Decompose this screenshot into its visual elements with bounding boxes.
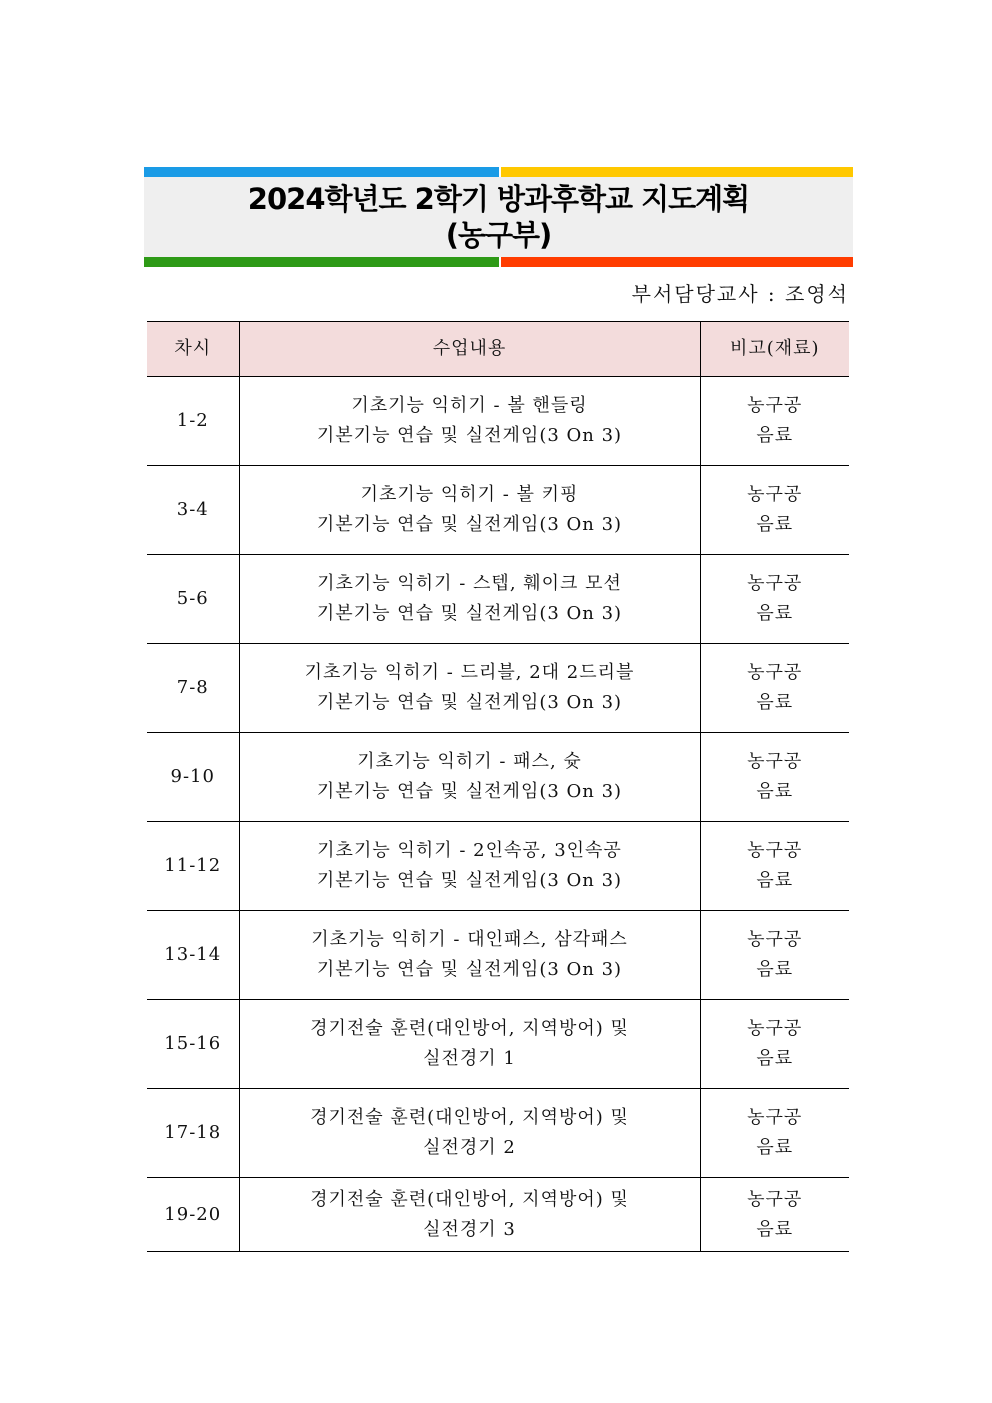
content-line: 기초기능 익히기 - 스텝, 훼이크 모션 bbox=[317, 573, 622, 594]
session-cell: 11-12 bbox=[147, 822, 239, 911]
header-session: 차시 bbox=[147, 322, 239, 377]
table-row bbox=[147, 911, 849, 1000]
note-cell bbox=[700, 1000, 849, 1089]
note-line: 음료 bbox=[756, 959, 794, 980]
title-line-2: (농구부) bbox=[445, 218, 552, 252]
content-line: 기본기능 연습 및 실전게임(3 On 3) bbox=[316, 692, 623, 713]
table-header-row bbox=[147, 322, 849, 377]
note-cell bbox=[700, 822, 849, 911]
header-content: 수업내용 bbox=[239, 322, 700, 377]
note-line: 음료 bbox=[756, 781, 794, 802]
content-cell bbox=[239, 555, 700, 644]
teacher-label: 부서담당교사 : 조영석 bbox=[631, 282, 849, 306]
note-line: 음료 bbox=[756, 425, 794, 446]
lesson-plan-table bbox=[147, 321, 849, 1252]
content-line: 기초기능 익히기 - 볼 키핑 bbox=[360, 484, 579, 505]
content-line: 기초기능 익히기 - 드리블, 2대 2드리블 bbox=[304, 662, 635, 683]
note-line: 음료 bbox=[756, 692, 794, 713]
note-line: 농구공 bbox=[747, 751, 803, 772]
note-cell bbox=[700, 377, 849, 466]
content-line: 기본기능 연습 및 실전게임(3 On 3) bbox=[316, 959, 623, 980]
note-line: 음료 bbox=[756, 1137, 794, 1158]
title-banner bbox=[144, 167, 853, 267]
content-cell bbox=[239, 466, 700, 555]
session-cell: 5-6 bbox=[147, 555, 239, 644]
note-line: 농구공 bbox=[747, 662, 803, 683]
session-cell: 7-8 bbox=[147, 644, 239, 733]
table-row bbox=[147, 733, 849, 822]
note-cell bbox=[700, 1178, 849, 1252]
title-bar-bottom-right bbox=[501, 257, 853, 267]
table-row bbox=[147, 822, 849, 911]
content-line: 기본기능 연습 및 실전게임(3 On 3) bbox=[316, 603, 623, 624]
document-title bbox=[144, 177, 853, 257]
session-cell: 19-20 bbox=[147, 1178, 239, 1252]
content-line: 기본기능 연습 및 실전게임(3 On 3) bbox=[316, 514, 623, 535]
note-cell bbox=[700, 466, 849, 555]
content-cell bbox=[239, 377, 700, 466]
content-line: 기본기능 연습 및 실전게임(3 On 3) bbox=[316, 870, 623, 891]
content-cell bbox=[239, 822, 700, 911]
note-cell bbox=[700, 1089, 849, 1178]
note-line: 농구공 bbox=[747, 395, 803, 416]
title-bar-bottom-left bbox=[144, 257, 499, 267]
content-line: 경기전술 훈련(대인방어, 지역방어) 및 bbox=[310, 1188, 629, 1210]
content-line: 실전경기 1 bbox=[423, 1048, 516, 1069]
note-line: 음료 bbox=[756, 870, 794, 891]
table-row bbox=[147, 555, 849, 644]
table-row bbox=[147, 466, 849, 555]
content-line: 경기전술 훈련(대인방어, 지역방어) 및 bbox=[310, 1018, 629, 1039]
table-row bbox=[147, 1089, 849, 1178]
header-note: 비고(재료) bbox=[700, 322, 849, 377]
table-row bbox=[147, 377, 849, 466]
session-cell: 15-16 bbox=[147, 1000, 239, 1089]
title-bar-top-right bbox=[501, 167, 853, 177]
content-line: 경기전술 훈련(대인방어, 지역방어) 및 bbox=[310, 1107, 629, 1128]
table-row bbox=[147, 644, 849, 733]
content-cell bbox=[239, 733, 700, 822]
note-cell bbox=[700, 555, 849, 644]
session-cell: 13-14 bbox=[147, 911, 239, 1000]
note-line: 음료 bbox=[756, 603, 794, 624]
content-cell bbox=[239, 1178, 700, 1252]
note-line: 음료 bbox=[756, 1218, 794, 1240]
content-line: 실전경기 2 bbox=[423, 1137, 516, 1158]
content-line: 기본기능 연습 및 실전게임(3 On 3) bbox=[316, 781, 623, 802]
content-line: 기초기능 익히기 - 볼 핸들링 bbox=[351, 395, 588, 416]
session-cell: 9-10 bbox=[147, 733, 239, 822]
session-cell: 3-4 bbox=[147, 466, 239, 555]
content-cell bbox=[239, 644, 700, 733]
note-line: 농구공 bbox=[747, 484, 803, 505]
content-cell bbox=[239, 1000, 700, 1089]
session-cell: 17-18 bbox=[147, 1089, 239, 1178]
title-bar-top-left bbox=[144, 167, 499, 177]
table-row bbox=[147, 1178, 849, 1252]
note-line: 농구공 bbox=[747, 840, 803, 861]
note-cell bbox=[700, 733, 849, 822]
note-cell bbox=[700, 911, 849, 1000]
content-line: 기본기능 연습 및 실전게임(3 On 3) bbox=[316, 425, 623, 446]
content-line: 기초기능 익히기 - 2인속공, 3인속공 bbox=[317, 840, 622, 861]
content-line: 실전경기 3 bbox=[423, 1218, 516, 1240]
content-cell bbox=[239, 911, 700, 1000]
note-line: 음료 bbox=[756, 1048, 794, 1069]
note-line: 농구공 bbox=[747, 1018, 803, 1039]
table-row bbox=[147, 1000, 849, 1089]
title-line-1: 2024학년도 2학기 방과후학교 지도계획 bbox=[247, 182, 750, 216]
session-cell: 1-2 bbox=[147, 377, 239, 466]
note-cell bbox=[700, 644, 849, 733]
content-line: 기초기능 익히기 - 패스, 슛 bbox=[357, 751, 582, 772]
note-line: 음료 bbox=[756, 514, 794, 535]
content-line: 기초기능 익히기 - 대인패스, 삼각패스 bbox=[311, 929, 628, 950]
note-line: 농구공 bbox=[747, 573, 803, 594]
content-cell bbox=[239, 1089, 700, 1178]
note-line: 농구공 bbox=[747, 1188, 803, 1210]
note-line: 농구공 bbox=[747, 1107, 803, 1128]
note-line: 농구공 bbox=[747, 929, 803, 950]
